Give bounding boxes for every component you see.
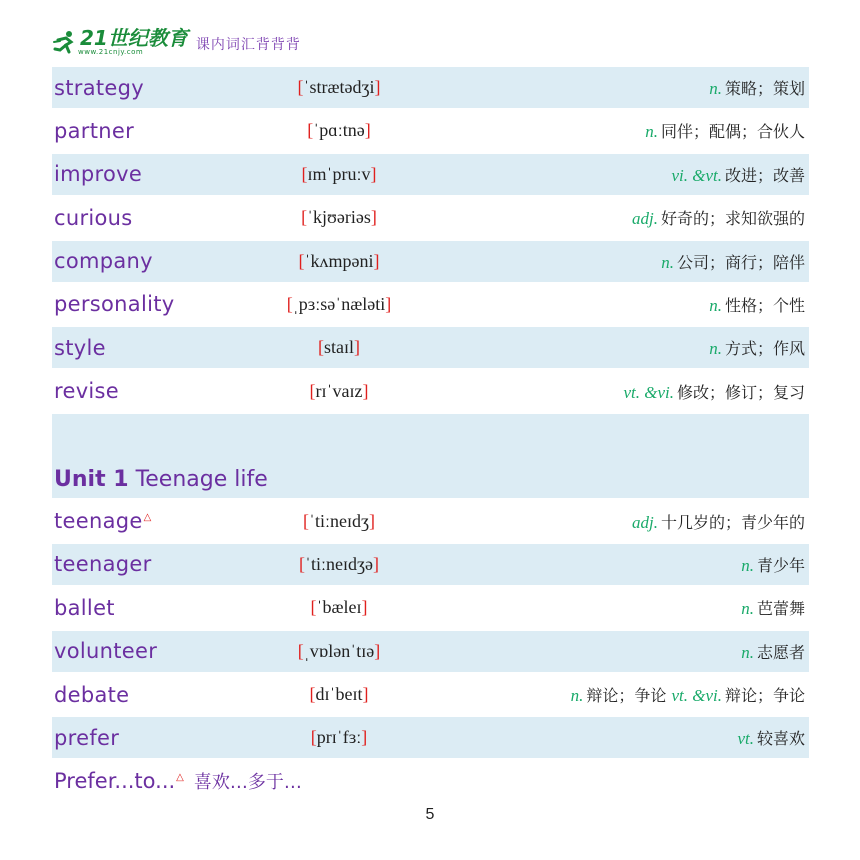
vocab-phonetic: [ˈbæleɪ] bbox=[310, 597, 368, 618]
vocab-phonetic: [prɪˈfɜː] bbox=[310, 727, 368, 748]
vocab-word: improve bbox=[54, 162, 143, 187]
vocab-word: curious bbox=[54, 205, 133, 230]
vocab-row bbox=[52, 197, 809, 238]
vocab-meaning: adj. 好奇的；求知欲强的 bbox=[632, 209, 805, 229]
vocab-meaning: n. 公司；商行；陪伴 bbox=[661, 252, 805, 272]
vocab-meaning: n. 性格；个性 bbox=[709, 295, 805, 315]
vocab-meaning: n. 芭蕾舞 bbox=[741, 599, 805, 619]
page-header bbox=[52, 20, 301, 56]
phrase-row bbox=[52, 761, 809, 802]
vocab-word: style bbox=[54, 335, 106, 360]
vocab-meaning: n. 志愿者 bbox=[741, 642, 805, 662]
vocab-row bbox=[52, 241, 809, 282]
vocab-phonetic: [ˈpɑːtnə] bbox=[307, 120, 371, 141]
vocab-phonetic: [rɪˈvaɪz] bbox=[309, 380, 369, 401]
runner-icon bbox=[52, 30, 78, 54]
vocab-row bbox=[52, 371, 809, 412]
vocab-row bbox=[52, 110, 809, 151]
vocab-phonetic: [ˌvɒlənˈtɪə] bbox=[297, 640, 381, 661]
vocab-row bbox=[52, 327, 809, 368]
header-title: 课内词汇背背背 bbox=[195, 37, 301, 53]
vocab-word: debate bbox=[54, 682, 130, 707]
vocab-phonetic: [ˈtiːneɪdʒ] bbox=[303, 510, 375, 531]
vocab-meaning: n. 辩论；争论 vt. &vi. 辩论；争论 bbox=[570, 686, 805, 706]
vocab-row bbox=[52, 717, 809, 758]
vocab-row bbox=[52, 154, 809, 195]
triangle-mark: △ bbox=[176, 772, 184, 784]
vocab-phonetic: [ˈkʌmpəni] bbox=[298, 250, 380, 271]
vocab-meaning: n. 策略；策划 bbox=[709, 79, 805, 98]
vocab-row bbox=[52, 67, 809, 108]
vocab-meaning: vt. &vi. 修改；修订；复习 bbox=[623, 382, 805, 402]
vocab-word: teenager bbox=[54, 552, 152, 577]
vocab-row bbox=[52, 544, 809, 585]
vocab-word: prefer bbox=[54, 725, 120, 750]
vocab-word: partner bbox=[54, 118, 135, 143]
vocab-word: company bbox=[54, 249, 153, 274]
vocab-row bbox=[52, 631, 809, 672]
vocab-meaning: vi. &vt. 改进；改善 bbox=[671, 165, 805, 185]
unit-heading: Unit 1 Teenage life bbox=[54, 467, 268, 493]
vocab-meaning: n. 方式；作风 bbox=[709, 339, 805, 359]
vocab-row bbox=[52, 587, 809, 628]
vocab-phonetic: [ˈstrætədʒi] bbox=[297, 77, 381, 97]
vocab-meaning: n. 青少年 bbox=[741, 555, 805, 575]
vocab-word: teenage△ bbox=[54, 509, 152, 534]
page-number: 5 bbox=[425, 806, 435, 823]
vocab-word: ballet bbox=[54, 595, 115, 620]
vocab-phonetic: [ˈtiːneɪdʒə] bbox=[299, 553, 379, 574]
vocab-word: strategy bbox=[54, 75, 144, 100]
vocab-meaning: n. 同伴；配偶；合伙人 bbox=[645, 122, 805, 142]
vocab-word: volunteer bbox=[54, 639, 158, 664]
vocab-word: personality bbox=[54, 292, 175, 317]
unit-heading-row bbox=[52, 414, 809, 498]
vocab-word: revise bbox=[54, 379, 120, 404]
logo-url: www.21cnjy.com bbox=[78, 48, 144, 56]
vocab-meaning: adj. 十几岁的；青少年的 bbox=[632, 512, 805, 532]
vocab-phonetic: [ˌpɜːsəˈnæləti] bbox=[286, 293, 392, 314]
phrase-text: Prefer...to...△ 喜欢…多于… bbox=[54, 769, 302, 794]
vocab-row bbox=[52, 674, 809, 715]
logo-text: 21世纪教育 bbox=[80, 26, 188, 50]
logo bbox=[52, 28, 188, 56]
vocab-meaning: vt. 较喜欢 bbox=[737, 729, 805, 749]
vocab-phonetic: [staɪl] bbox=[318, 337, 360, 358]
triangle-mark: △ bbox=[143, 512, 152, 524]
vocab-phonetic: [dɪˈbeɪt] bbox=[309, 684, 369, 705]
vocab-phonetic: [ˈkjʊəriəs] bbox=[301, 207, 377, 228]
vocab-row bbox=[52, 284, 809, 325]
vocab-table bbox=[52, 67, 809, 802]
vocab-phonetic: [ɪmˈpruːv] bbox=[301, 163, 377, 184]
vocab-row bbox=[52, 501, 809, 542]
